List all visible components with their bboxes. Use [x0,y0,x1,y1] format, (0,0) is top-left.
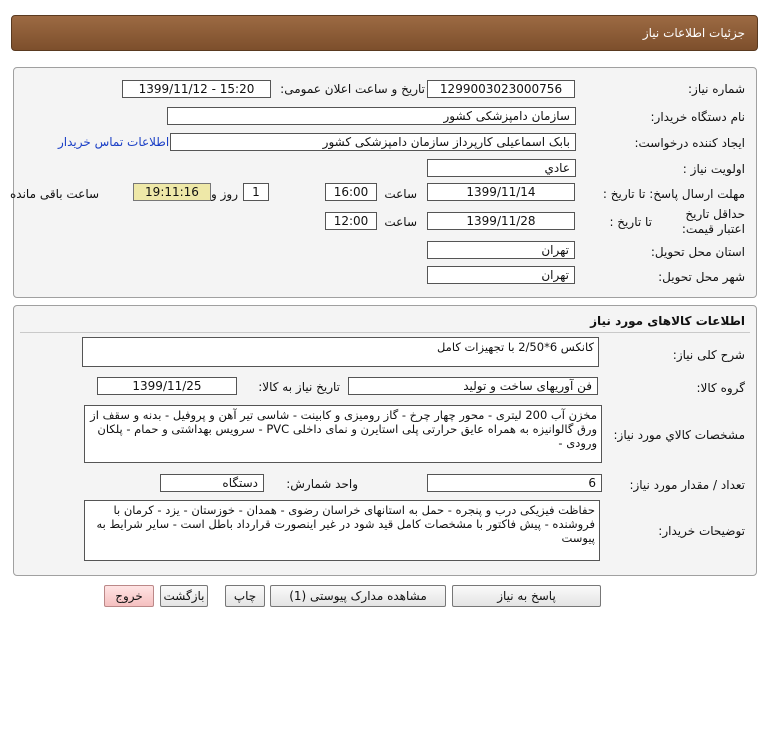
description-field[interactable]: کانکس 6*2/50 با تجهیزات کامل [82,337,599,367]
days-remaining-field: 1 [243,183,269,201]
buyer-notes-field[interactable]: حفاظت فیزیکی درب و پنجره - حمل به استانهای خراسان رضوی - همدان - خوزستان - یزد - کرمان با فروشنده - پیش فاکتور با مشخصات کامل قید شود در غیر اینصورت قرارداد باطل است - سایر شرایط به پیوست [84,500,600,561]
print-button[interactable]: چاپ [225,585,265,607]
validity-time-label: ساعت [384,215,417,229]
need-number-field[interactable]: 1299003023000756 [427,80,575,98]
city-field[interactable]: تهران [427,266,575,284]
announce-field[interactable]: 1399/11/12 - 15:20 [122,80,271,98]
deadline-time-label: ساعت [384,187,417,201]
validity-label: حداقل تاریخ اعتبار قیمت: [681,207,745,236]
page-title: جزئیات اطلاعات نیاز [642,26,745,40]
unit-field[interactable]: دستگاه [160,474,264,492]
unit-label: واحد شمارش: [286,477,358,491]
specs-label: مشخصات کالاي مورد نیاز: [613,428,745,442]
back-button[interactable]: بازگشت [160,585,208,607]
need-details-panel [13,67,757,298]
days-label: روز و [211,187,238,201]
requester-label: ایجاد کننده درخواست: [634,136,745,150]
reply-button[interactable]: پاسخ به نیاز [452,585,601,607]
goods-group-field[interactable]: فن آوریهای ساخت و تولید [348,377,598,395]
quantity-field[interactable]: 6 [427,474,602,492]
deadline-label: مهلت ارسال پاسخ: تا تاریخ : [602,187,745,201]
section-divider [20,332,750,333]
buyer-org-field[interactable]: سازمان دامپزشکی کشور [167,107,576,125]
buyer-contact-link[interactable]: اطلاعات تماس خریدار [58,135,170,149]
deadline-time-field[interactable]: 16:00 [325,183,377,201]
validity-time-field[interactable]: 12:00 [325,212,377,230]
deadline-date-field[interactable]: 1399/11/14 [427,183,575,201]
province-label: استان محل تحویل: [650,245,745,259]
validity-to-label: تا تاریخ : [609,215,652,229]
remaining-label: ساعت باقی مانده [10,187,100,201]
priority-label: اولویت نیاز : [682,162,745,176]
buyer-notes-label: توضیحات خریدار: [658,524,745,538]
quantity-label: تعداد / مقدار مورد نیاز: [629,478,745,492]
city-label: شهر محل تحویل: [658,270,745,284]
exit-button[interactable]: خروج [104,585,154,607]
description-label: شرح کلی نیاز: [672,348,745,362]
page-header [11,15,758,51]
goods-section-title: اطلاعات کالاهای مورد نیاز [590,314,745,328]
province-field[interactable]: تهران [427,241,575,259]
announce-label: تاریخ و ساعت اعلان عمومی: [280,82,425,96]
need-number-label: شماره نیاز: [688,82,745,96]
requester-field[interactable]: بابک اسماعیلی کارپرداز سازمان دامپزشکی کشور [170,133,576,151]
specs-field[interactable]: مخزن آب 200 لیتری - محور چهار چرخ - گاز رومیزی و کابینت - شاسی تیر آهن و پروفیل - بدنه و سقف از ورق گالوانیزه به همراه عایق حرارتی پلی استایرن و نمای داخلی PVC - سرویس بهداشتی و حمام - پلکان ورودی - [84,405,602,463]
validity-date-field[interactable]: 1399/11/28 [427,212,575,230]
need-date-label: تاریخ نیاز به کالا: [258,380,340,394]
view-attachments-button[interactable]: مشاهده مدارک پیوستی (1) [270,585,446,607]
buyer-org-label: نام دستگاه خریدار: [650,110,745,124]
priority-field[interactable]: عادي [427,159,576,177]
need-date-field[interactable]: 1399/11/25 [97,377,237,395]
goods-group-label: گروه کالا: [696,381,745,395]
countdown-timer: 19:11:16 [133,183,211,201]
